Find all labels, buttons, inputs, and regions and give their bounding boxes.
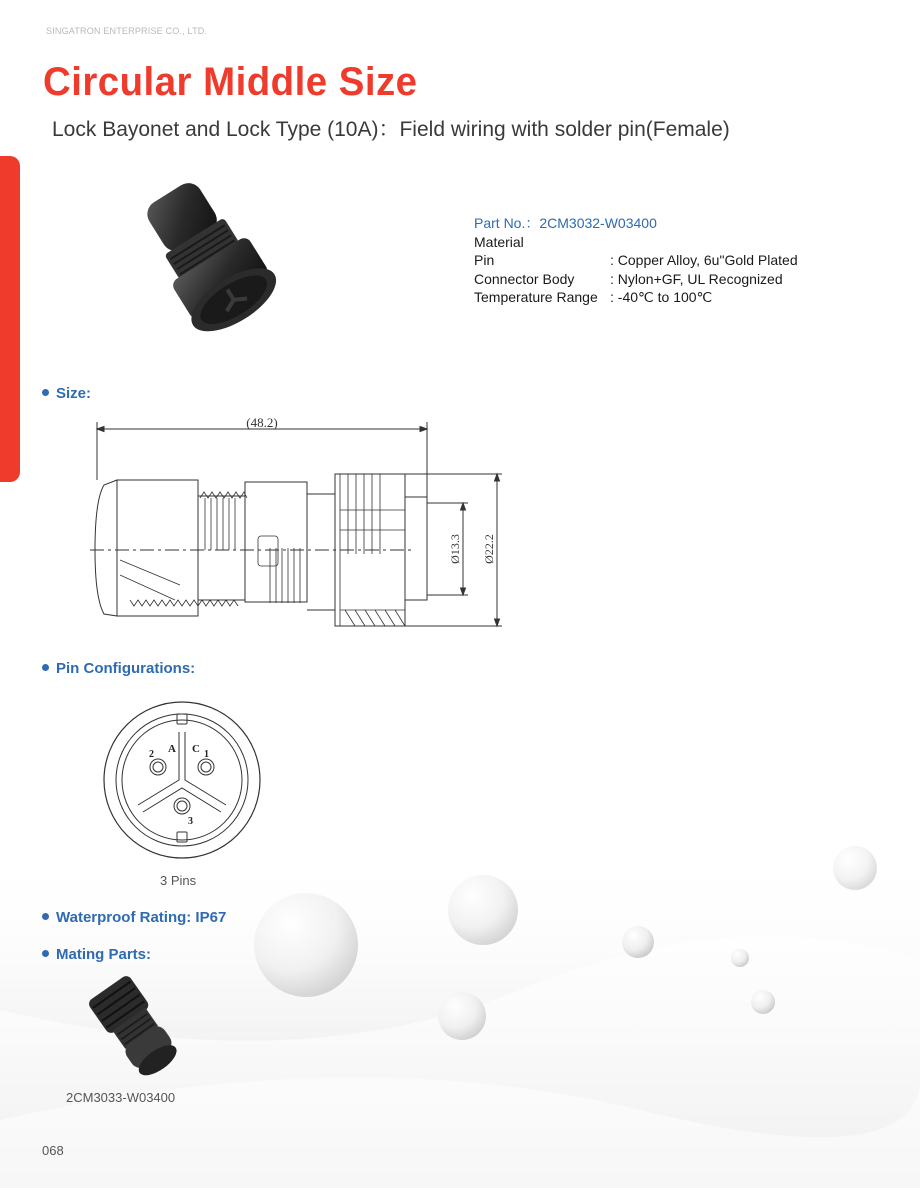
dim-inner-label: Ø13.3 xyxy=(448,534,462,564)
spec-label: Temperature Range xyxy=(474,289,598,305)
page-number: 068 xyxy=(42,1143,64,1158)
page-title: Circular Middle Size xyxy=(43,60,418,104)
section-waterproof-label: Waterproof Rating: IP67 xyxy=(56,909,227,926)
dim-outer-label: Ø22.2 xyxy=(482,534,496,564)
spec-label: Pin xyxy=(474,252,495,268)
section-pin-config-label: Pin Configurations: xyxy=(56,660,196,677)
section-size xyxy=(42,385,91,402)
pin-diagram xyxy=(100,700,265,860)
company-name: SINGATRON ENTERPRISE CO., LTD. xyxy=(46,26,208,36)
dim-length-label: (48.2) xyxy=(246,415,278,430)
page-subtitle: Lock Bayonet and Lock Type (10A)：Field wiring with solder pin(Female) xyxy=(52,118,730,141)
bullet-icon xyxy=(42,664,49,671)
spec-value: : -40℃ to 100℃ xyxy=(610,289,713,305)
section-waterproof xyxy=(42,909,226,926)
side-tab xyxy=(0,156,20,482)
pin-label: A xyxy=(168,743,176,755)
spec-label: Connector Body xyxy=(474,270,575,287)
section-pin-config xyxy=(42,660,195,677)
material-label: Material xyxy=(474,233,524,250)
pin-label: 3 xyxy=(188,816,193,827)
spec-value: : Copper Alloy, 6u"Gold Plated xyxy=(610,252,798,268)
section-mating xyxy=(42,946,151,963)
part-number: Part No.：2CM3032-W03400 xyxy=(474,215,657,231)
connector-photo xyxy=(118,180,288,340)
pin-label: 1 xyxy=(204,749,209,760)
bullet-icon xyxy=(42,389,49,396)
pin-label: C xyxy=(192,743,200,755)
section-mating-label: Mating Parts: xyxy=(56,946,152,963)
pin-label: 2 xyxy=(149,749,154,760)
bullet-icon xyxy=(42,950,49,957)
section-size-label: Size: xyxy=(56,385,92,402)
dimension-drawing xyxy=(85,410,515,635)
mating-part-caption: 2CM3033-W03400 xyxy=(66,1090,176,1105)
spec-value: : Nylon+GF, UL Recognized xyxy=(610,270,783,287)
pin-caption: 3 Pins xyxy=(160,873,197,888)
bullet-icon xyxy=(42,913,49,920)
mating-part-photo xyxy=(68,970,198,1080)
